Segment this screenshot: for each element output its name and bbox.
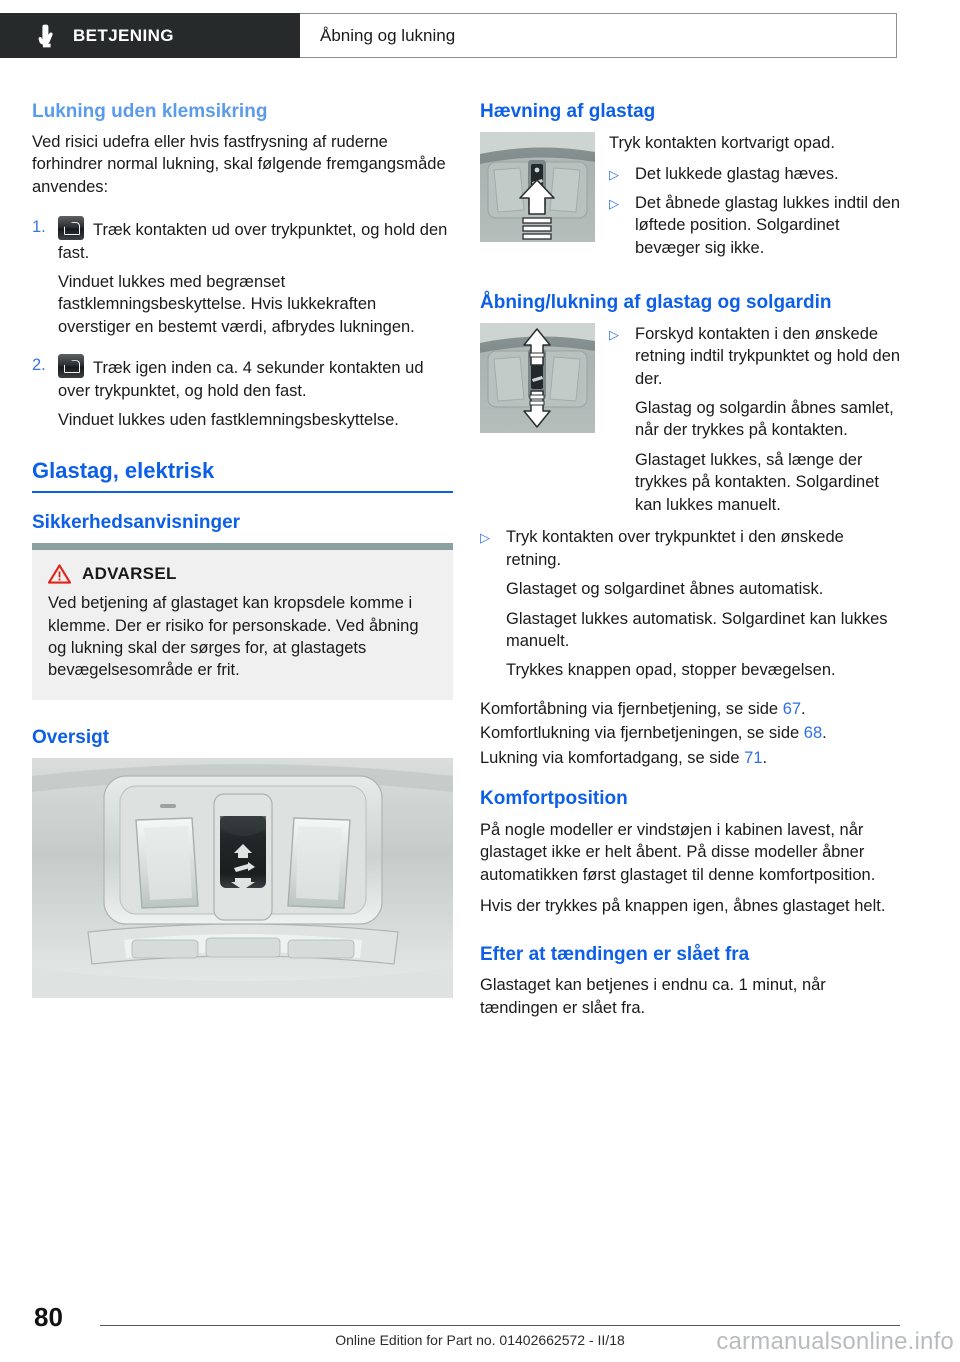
step-number: 1. (32, 218, 46, 237)
warning-text: Ved betjening af glastaget kan kropsdele komme i klemme. Der er risiko for personskade. Ved åbning og lukning skal der sørges for, at glastagets bevægelsesområde er frit. (48, 594, 419, 680)
pointing-hand-icon (38, 24, 57, 48)
chapter-tab (0, 13, 300, 58)
edition-text: Online Edition for Part no. 01402662572 - II/18 (335, 1332, 625, 1348)
heading-komfortposition: Komfortposition (480, 788, 628, 810)
warning-title: ADVARSEL (82, 564, 177, 584)
cross-reference (480, 698, 901, 720)
heading-glastag-elektrisk: Glastag, elektrisk (32, 458, 453, 494)
page-footer (0, 1292, 960, 1362)
page-header (0, 13, 897, 58)
cross-ref-text: Lukning via komfortadgang, se side (480, 748, 745, 767)
bullet-text: Forskyd kontakten i den ønskede retning indtil trykpunktet og hold den der. (635, 324, 901, 388)
cross-ref-suffix: . (762, 748, 768, 767)
bullet-continuation: Glastaget lukkes automatisk. Solgardinet kan lukkes manuelt. (506, 609, 888, 650)
step-text: Træk igen inden ca. 4 sekunder kontakten ud over trykpunktet, og hold den fast. (58, 359, 424, 400)
page-link[interactable]: 71 (744, 748, 763, 767)
heading-lukning-uden-klemsikring: Lukning uden klemsikring (32, 101, 268, 122)
triangle-bullet-icon: ▷ (480, 530, 490, 546)
site-watermark: carmanualsonline.info (716, 1328, 954, 1355)
sunroof-switch-slide-photo (480, 323, 595, 433)
cross-ref-text: Komfortlukning via fjernbetjeningen, se side (480, 724, 804, 743)
triangle-bullet-icon: ▷ (609, 167, 619, 183)
warning-top-bar (32, 543, 453, 550)
left-column (32, 100, 453, 998)
section-label: Åbning og lukning (320, 25, 456, 45)
page-number: 80 (34, 1302, 63, 1332)
page-link[interactable]: 67 (782, 699, 802, 718)
bullet-item (609, 323, 901, 390)
heading-oversigt: Oversigt (32, 726, 110, 748)
chapter-label: BETJENING (73, 25, 174, 45)
sunroof-switch-press-up-photo (480, 132, 595, 242)
step-number: 2. (32, 356, 46, 375)
page-link[interactable]: 68 (803, 724, 823, 743)
efter-taendingen-paragraph: Glastaget kan betjenes i endnu ca. 1 minut, når tændingen er slået fra. (480, 976, 826, 1017)
step-1-result: Vinduet lukkes med begrænset fastklemningsbeskyttelse. Hvis lukkekraften overstiger en bestemt værdi, afbrydes lukningen. (58, 272, 415, 336)
triangle-bullet-icon: ▷ (609, 195, 619, 211)
komfortposition-paragraph-1: På nogle modeller er vindstøjen i kabinen lavest, når glastaget ikke er helt åbent. På disse modeller åbner automatikken først glastaget til denne komfortposition. (480, 820, 876, 884)
warning-triangle-icon (48, 564, 71, 584)
right-column (480, 100, 901, 1028)
intro-paragraph: Ved risici udefra eller hvis fastfrysning af ruderne forhindrer normal lukning, skal følgende fremgangsmåde anvendes: (32, 132, 446, 196)
haevning-intro: Tryk kontakten kortvarigt opad. (609, 133, 835, 152)
bullet-continuation: Glastaget og solgardinet åbnes automatisk. (506, 580, 824, 599)
aabning-figure-row (480, 323, 901, 517)
bullet-item (609, 163, 901, 185)
haevning-figure-row (480, 132, 901, 265)
bullet-text: Det lukkede glastag hæves. (635, 165, 839, 184)
section-tab (300, 13, 897, 58)
heading-sikkerhedsanvisninger: Sikkerhedsanvisninger (32, 512, 241, 534)
cross-reference (480, 722, 901, 744)
cross-ref-suffix: . (822, 724, 827, 743)
cross-reference (480, 747, 901, 769)
triangle-bullet-icon: ▷ (609, 326, 619, 342)
bullet-item (609, 192, 901, 259)
footer-divider (100, 1325, 900, 1326)
warning-box (32, 543, 453, 700)
bullet-continuation: Glastaget lukkes, så længe der trykkes på kontakten. Solgardinet kan lukkes manuelt. (635, 450, 879, 514)
bullet-text: Det åbnede glastag lukkes indtil den løftede position. Solgardinet bevæger sig ikke. (635, 193, 901, 257)
step-1 (32, 216, 453, 264)
window-switch-icon (58, 354, 84, 378)
step-text: Træk kontakten ud over trykpunktet, og hold den fast. (58, 221, 448, 262)
bullet-item (480, 526, 901, 571)
heading-haevning-af-glastag: Hævning af glastag (480, 101, 656, 122)
heading-aabning-lukning-glastag-solgardin: Åbning/lukning af glastag og solgardin (480, 291, 832, 313)
bullet-continuation: Glastag og solgardin åbnes samlet, når der trykkes på kontakten. (635, 399, 894, 440)
cross-ref-text: Komfortåbning via fjernbetjening, se side (480, 699, 783, 718)
cross-ref-suffix: . (801, 699, 806, 718)
step-2 (32, 354, 453, 402)
window-switch-icon (58, 216, 84, 240)
bullet-continuation: Trykkes knappen opad, stopper bevægelsen. (506, 661, 836, 680)
overhead-console-sunroof-controls-photo (32, 758, 453, 998)
komfortposition-paragraph-2: Hvis der trykkes på knappen igen, åbnes glastaget helt. (480, 897, 886, 916)
heading-efter-taendingen: Efter at tændingen er slået fra (480, 943, 750, 965)
bullet-text: Tryk kontakten over trykpunktet i den ønskede retning. (506, 528, 844, 569)
step-2-result: Vinduet lukkes uden fastklemningsbeskyttelse. (58, 411, 399, 430)
